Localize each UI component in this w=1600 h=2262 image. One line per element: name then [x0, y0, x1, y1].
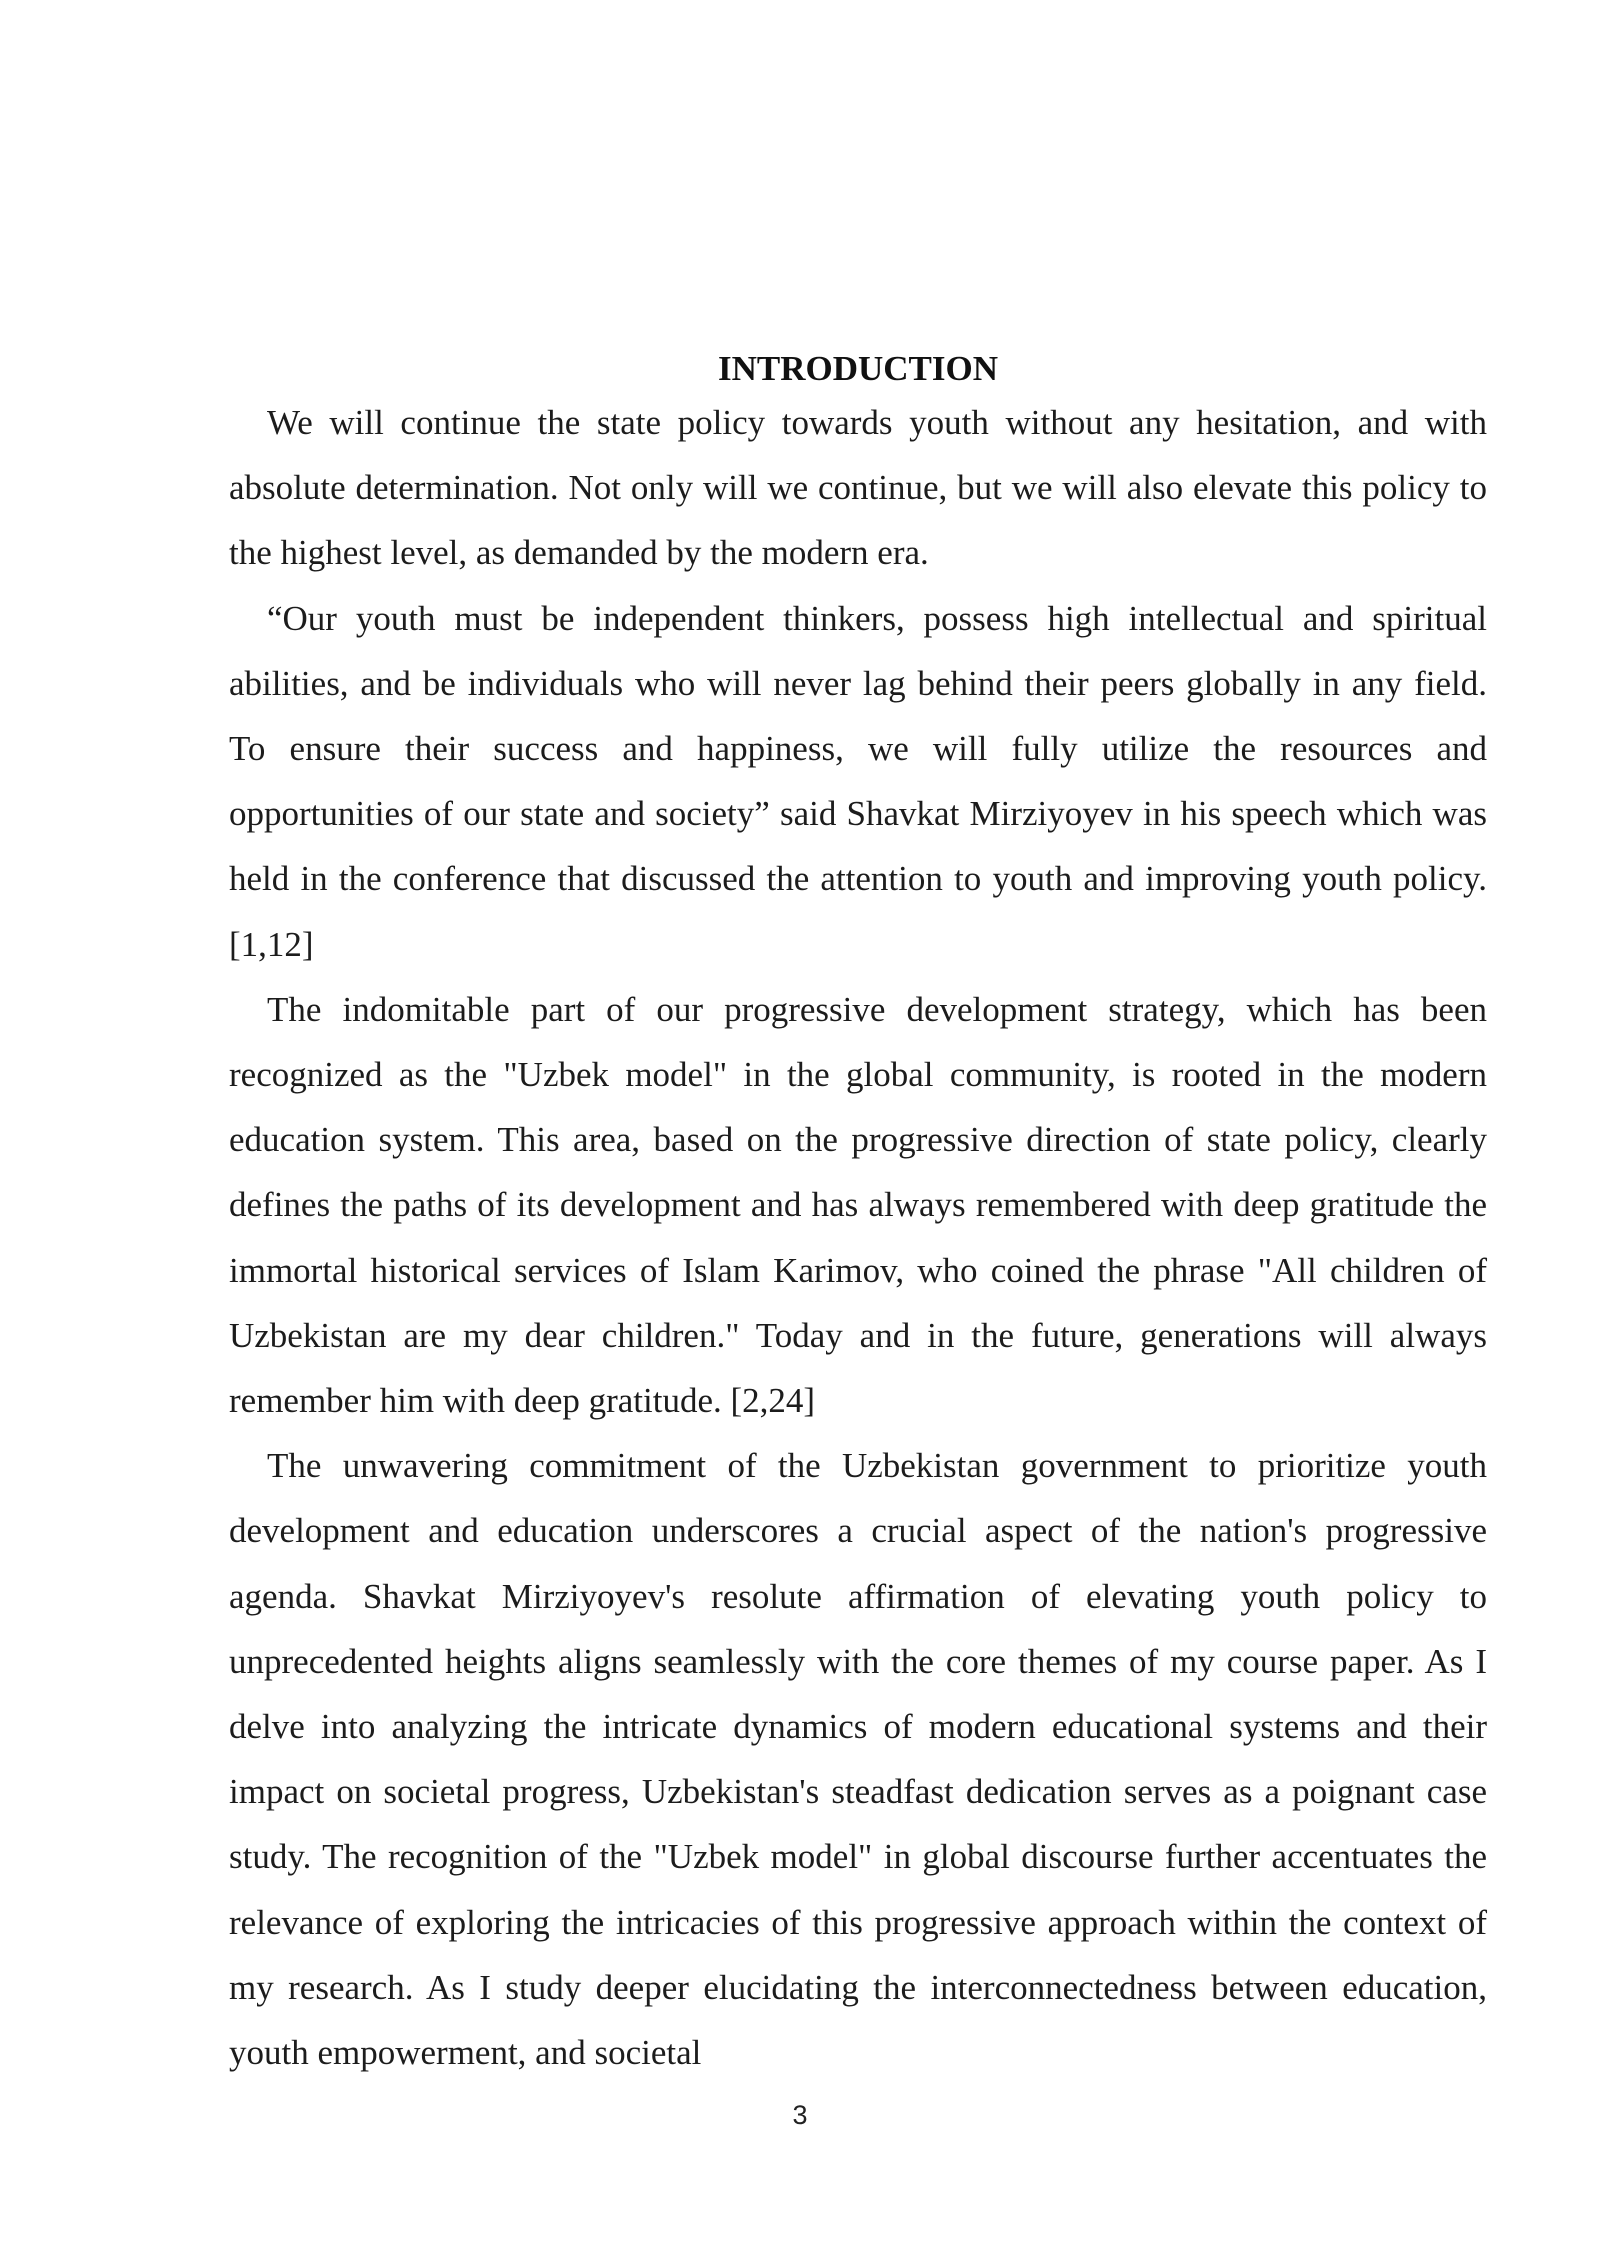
paragraph-2: “Our youth must be independent thinkers, possess high intellectual and spiritual abilities, and be individuals who will never lag behind their peers globally in any field. To ensure their success and happiness, we will fully utilize the resources and opportunities of our state and society” said Shavkat Mirziyoyev in his speech which was held in the conference that discussed the attention to youth and improving youth policy. [1,12] [229, 598, 1487, 964]
paragraph-3: The indomitable part of our progressive development strategy, which has been recognized as the "Uzbek model" in the global community, is rooted in the modern education system. This area, based on the progressive direction of state policy, clearly defines the paths of its development and has always remembered with deep gratitude the immortal historical services of Islam Karimov, who coined the phrase "All children of Uzbekistan are my dear children." Today and in the future, generations will always remember him with deep gratitude. [2,24] [229, 989, 1487, 1421]
paragraph-4: The unwavering commitment of the Uzbekistan government to prioritize youth development and education underscores a crucial aspect of the nation's progressive agenda. Shavkat Mirziyoyev's resolute affirmation of elevating youth policy to unprecedented heights aligns seamlessly with the core themes of my course paper. As I delve into analyzing the intricate dynamics of modern educational systems and their impact on societal progress, Uzbekistan's steadfast dedication serves as a poignant case study. The recognition of the "Uzbek model" in global discourse further accentuates the relevance of exploring the intricacies of this progressive approach within the context of my research. As I study deeper elucidating the interconnectedness between education, youth empowerment, and societal [229, 1446, 1487, 2073]
paragraph-1: We will continue the state policy towards youth without any hesitation, and with absolute determination. Not only will we continue, but we will also elevate this policy to the highest level, as demanded by the modern era. [229, 403, 1487, 573]
section-heading: INTRODUCTION [717, 349, 999, 388]
page-body [229, 348, 1487, 2085]
page-number: 3 [792, 2100, 808, 2130]
